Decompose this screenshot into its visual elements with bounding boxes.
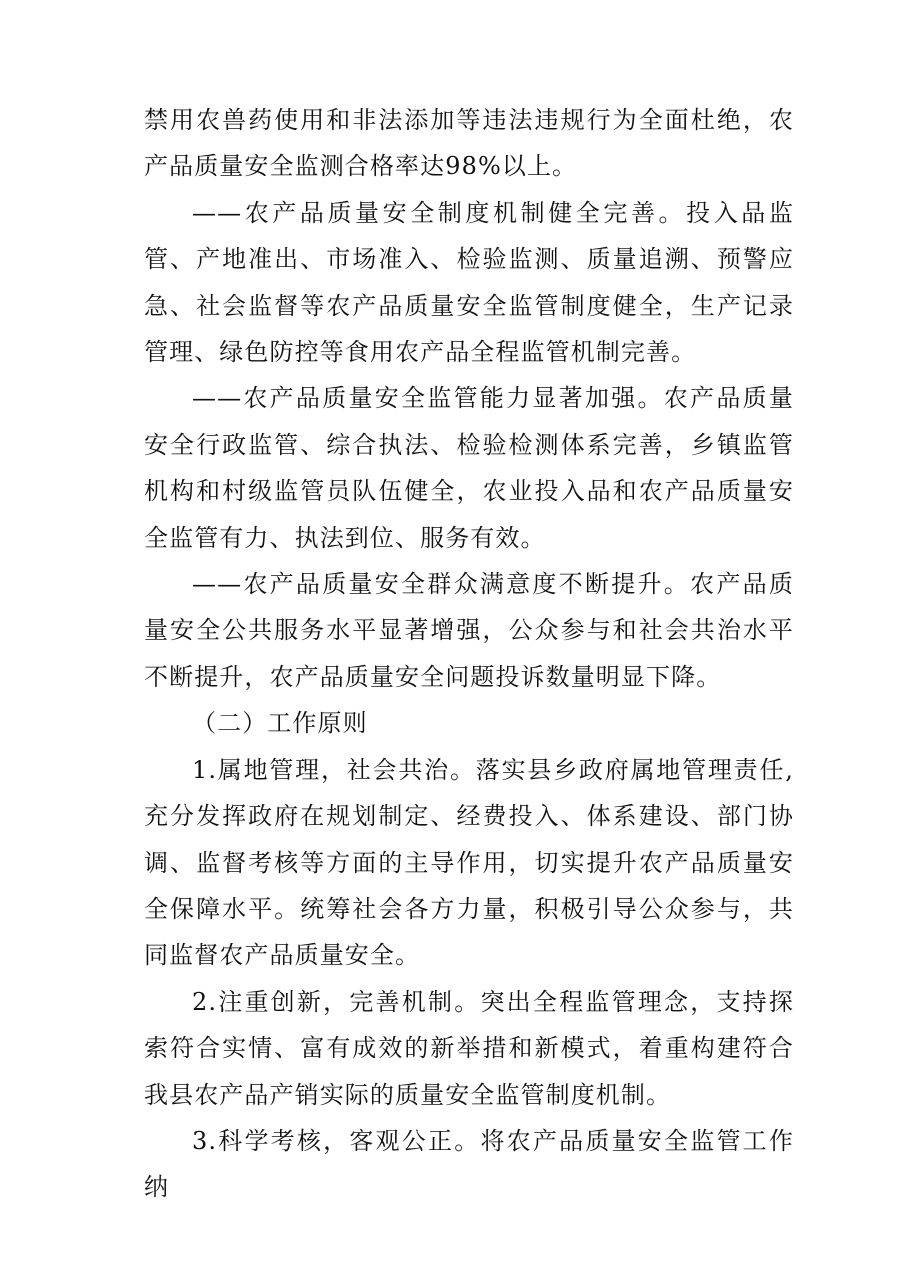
paragraph-continuation: 禁用农兽药使用和非法添加等违法违规行为全面杜绝，农产品质量安全监测合格率达98%以上。 bbox=[144, 106, 794, 181]
paragraph-innovation: 2.注重创新，完善机制。突出全程监管理念，支持探索符合实情、富有成效的新举措和新模式，着重构建符合我县农产品产销实际的质量安全监管制度机制。 bbox=[144, 987, 794, 1109]
paragraph-scientific-assessment: 3.科学考核，客观公正。将农产品质量安全监管工作纳 bbox=[144, 1126, 794, 1202]
paragraph-supervision-capacity: ——农产品质量安全监管能力显著加强。农产品质量安全行政监管、综合执法、检验检测体系完善，乡镇监管机构和村级监管员队伍健全，农业投入品和农产品质量安全监管有力、执法到位、服务有效。 bbox=[144, 384, 794, 552]
paragraph-public-satisfaction: ——农产品质量安全群众满意度不断提升。农产品质量安全公共服务水平显著增强，公众参与和社会共治水平不断提升，农产品质量安全问题投诉数量明显下降。 bbox=[144, 570, 794, 691]
paragraph-territorial-management: 1.属地管理，社会共治。落实县乡政府属地管理责任,充分发挥政府在规划制定、经费投入、体系建设、部门协调、监督考核等方面的主导作用，切实提升农产品质量安全保障水平。统筹社会各方力量，积极引导公众参与，共同监督农产品质量安全。 bbox=[144, 755, 794, 970]
document-body bbox=[144, 97, 794, 1211]
paragraph-system-mechanism: ——农产品质量安全制度机制健全完善。投入品监管、产地准出、市场准入、检验监测、质量追溯、预警应急、社会监督等农产品质量安全监管制度健全，生产记录管理、绿色防控等食用农产品全程监管机制完善。 bbox=[144, 198, 794, 367]
section-heading-working-principles: （二）工作原则 bbox=[192, 709, 368, 738]
